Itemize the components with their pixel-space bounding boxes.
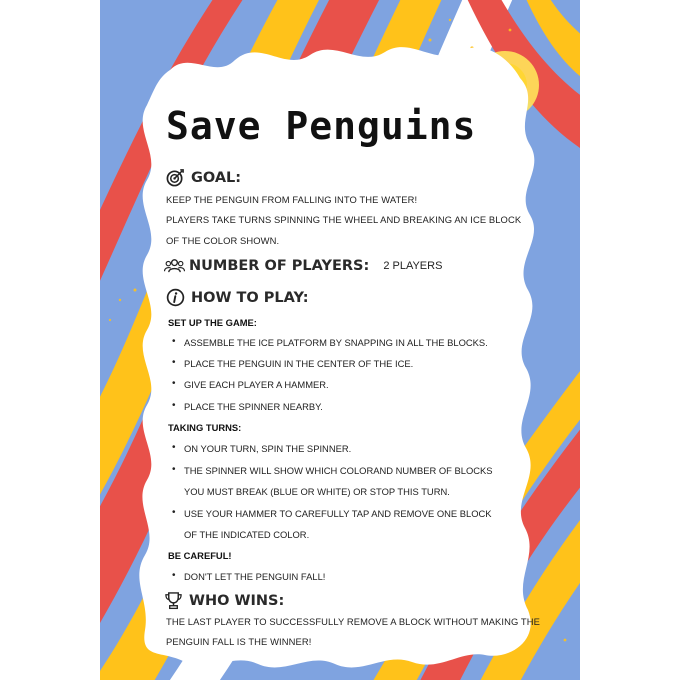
rules-poster — [100, 0, 580, 680]
setup-subheading: SET UP THE GAME: — [168, 317, 257, 328]
goal-heading — [166, 168, 241, 187]
players-value: 2 PLAYERS — [383, 259, 443, 272]
poster-title: Save Penguins — [166, 104, 477, 148]
list-item: • ASSEMBLE THE ICE PLATFORM BY SNAPPING IN ALL THE BLOCKS. — [168, 337, 488, 348]
goal-heading-text: GOAL: — [191, 169, 242, 186]
info-icon — [166, 288, 185, 307]
who-wins-heading — [164, 591, 284, 610]
who-wins-heading-text: WHO WINS: — [189, 592, 285, 609]
list-item-continuation: OF THE INDICATED COLOR. — [184, 529, 310, 540]
careful-subheading: BE CAREFUL! — [168, 550, 232, 561]
trophy-icon — [164, 591, 183, 610]
list-item: • ON YOUR TURN, SPIN THE SPINNER. — [168, 443, 351, 454]
who-wins-line: PENGUIN FALL IS THE WINNER! — [166, 636, 312, 647]
list-item: • DON'T LET THE PENGUIN FALL! — [168, 571, 325, 582]
list-item: • GIVE EACH PLAYER A HAMMER. — [168, 379, 329, 390]
target-icon — [166, 168, 185, 187]
list-item: • THE SPINNER WILL SHOW WHICH COLORAND NUMBER OF BLOCKS — [168, 465, 493, 476]
list-item-continuation: YOU MUST BREAK (BLUE OR WHITE) OR STOP THIS TURN. — [184, 486, 450, 497]
list-item: • PLACE THE PENGUIN IN THE CENTER OF THE ICE. — [168, 358, 413, 369]
turns-subheading: TAKING TURNS: — [168, 422, 242, 433]
people-icon — [164, 256, 183, 275]
how-to-play-heading — [166, 288, 309, 307]
goal-line: PLAYERS TAKE TURNS SPINNING THE WHEEL AND BREAKING AN ICE BLOCK — [166, 214, 522, 225]
how-to-play-heading-text: HOW TO PLAY: — [191, 289, 309, 306]
goal-line: KEEP THE PENGUIN FROM FALLING INTO THE WATER! — [166, 194, 418, 205]
list-item: • USE YOUR HAMMER TO CAREFULLY TAP AND REMOVE ONE BLOCK — [168, 508, 492, 519]
players-heading — [164, 256, 442, 275]
who-wins-line: THE LAST PLAYER TO SUCCESSFULLY REMOVE A BLOCK WITHOUT MAKING THE — [166, 616, 540, 627]
goal-line: OF THE COLOR SHOWN. — [166, 235, 280, 246]
players-heading-text: NUMBER OF PLAYERS: — [189, 257, 370, 274]
list-item: • PLACE THE SPINNER NEARBY. — [168, 401, 323, 412]
